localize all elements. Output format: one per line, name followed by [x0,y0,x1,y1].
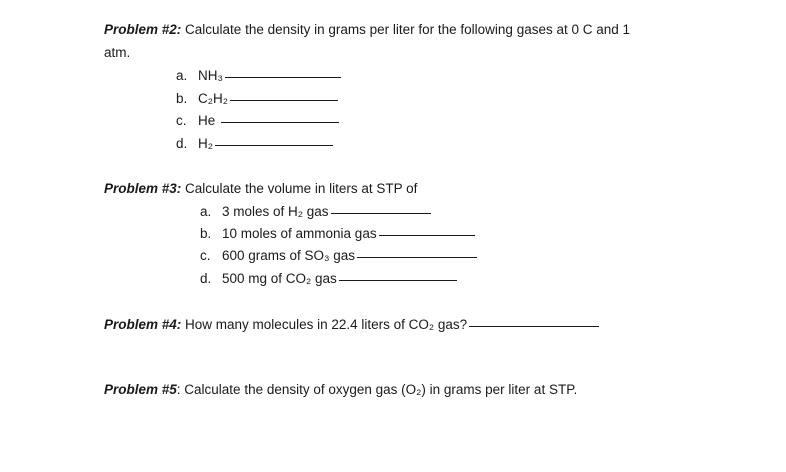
problem-2-item-c [176,113,339,128]
item-letter: c. [176,113,187,128]
item-text: He [198,113,216,128]
item-letter: b. [200,226,212,241]
problem-2-item-a [176,68,341,83]
problem-4-text: How many molecules in 22.4 liters of CO₂ gas? [181,317,468,332]
item-letter: c. [200,248,211,263]
item-text: 10 moles of ammonia gas [222,226,377,241]
answer-blank[interactable] [215,144,333,146]
problem-5-heading [104,382,577,397]
problem-5-label: Problem #5 [104,382,177,397]
problem-2-item-d [176,136,333,151]
problem-3-text: Calculate the volume in liters at STP of [181,181,418,196]
problem-4-heading [104,317,599,332]
answer-blank[interactable] [230,99,338,101]
answer-blank[interactable] [379,234,475,236]
item-text: 500 mg of CO₂ gas [222,271,337,286]
problem-2-item-b [176,91,338,106]
item-letter: a. [200,204,212,219]
problem-2-heading [104,22,630,37]
item-letter: b. [176,91,188,106]
problem-3-item-b [200,226,475,241]
problem-4-label: Problem #4: [104,317,182,332]
item-text: 600 grams of SO₃ gas [222,248,356,263]
item-letter: a. [176,68,188,83]
answer-blank[interactable] [331,212,431,214]
answer-blank[interactable] [225,76,341,78]
problem-2-text-continued: atm. [104,45,131,60]
item-text: 3 moles of H₂ gas [222,204,329,219]
answer-blank[interactable] [339,279,457,281]
answer-blank[interactable] [357,256,477,258]
item-text: C₂H₂ [198,91,228,106]
problem-2-label: Problem #2: [104,22,182,37]
answer-blank[interactable] [221,121,339,123]
problem-3-label: Problem #3: [104,181,182,196]
problem-2-text: Calculate the density in grams per liter for the following gases at 0 C and 1 [181,22,631,37]
problem-3-item-c [200,248,477,263]
item-letter: d. [200,271,212,286]
item-text: NH₃ [198,68,223,83]
problem-3-heading [104,181,417,196]
problem-3-item-d [200,271,457,286]
problem-3-item-a [200,204,431,219]
problem-5-text: : Calculate the density of oxygen gas (O₂) in grams per liter at STP. [176,382,578,397]
item-text: H₂ [198,136,213,151]
answer-blank[interactable] [469,325,599,327]
item-letter: d. [176,136,188,151]
